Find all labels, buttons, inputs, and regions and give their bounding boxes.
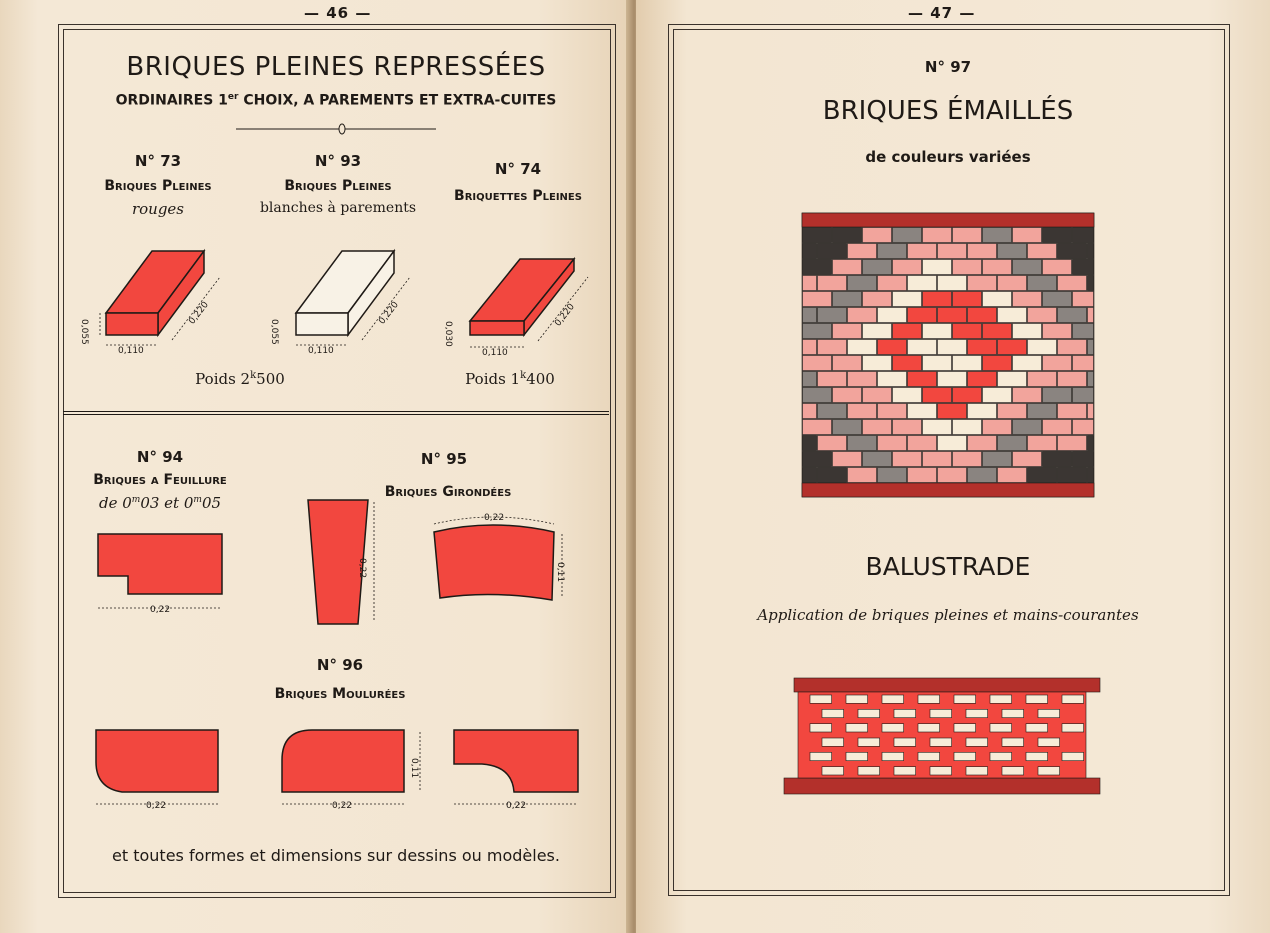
mosaic-brick (923, 452, 952, 467)
item-94-desc: de 0$^m$03 et 0$^m$05 (98, 494, 222, 512)
mosaic-brick (998, 404, 1027, 419)
mosaic-brick (818, 372, 847, 387)
mosaic-brick (1013, 356, 1042, 371)
mosaic-brick (1073, 420, 1094, 435)
right-title: BRIQUES ÉMAILLÉS (822, 96, 1074, 126)
balustrade-opening (966, 738, 988, 746)
mosaic-brick (818, 340, 847, 355)
mosaic-brick (998, 308, 1027, 323)
mosaic-brick (803, 452, 832, 467)
mosaic-brick (878, 436, 907, 451)
balustrade-base (784, 778, 1100, 794)
brick-95-dim-a: 0,22 (484, 513, 505, 523)
mosaic-brick (833, 388, 862, 403)
item-73-number: N° 73 (134, 152, 182, 170)
mosaic-brick (848, 372, 877, 387)
balustrade-opening (990, 752, 1012, 760)
mosaic-brick (1013, 324, 1042, 339)
right-subtitle: de couleurs variées (865, 148, 1031, 166)
mosaic-brick (953, 228, 982, 243)
item-73-name: Briques Pleines (104, 178, 212, 194)
mosaic-brick (833, 324, 862, 339)
mosaic-brick (833, 260, 862, 275)
brick-96c-drawing (452, 728, 592, 812)
mosaic-brick (848, 404, 877, 419)
balustrade-opening (990, 695, 1012, 703)
brick-74-dim-h: 0,030 (443, 321, 453, 347)
balustrade-opening (930, 767, 952, 775)
balustrade-opening (1026, 695, 1048, 703)
mosaic-brick (968, 244, 997, 259)
balustrade-opening (1038, 767, 1060, 775)
mosaic-brick (908, 404, 937, 419)
balustrade-opening (894, 738, 916, 746)
mosaic-brick (998, 436, 1027, 451)
balustrade-opening (810, 752, 832, 760)
mosaic-brick (1013, 420, 1042, 435)
mosaic-brick (1013, 292, 1042, 307)
mosaic-brick (983, 260, 1012, 275)
mosaic-brick (818, 468, 847, 483)
mosaic-brick (1028, 436, 1057, 451)
brick-73-dim-h: 0,055 (79, 319, 89, 345)
mosaic-brick (968, 308, 997, 323)
mosaic-brick (968, 276, 997, 291)
mosaic-brick (1058, 308, 1087, 323)
brick-96b-drawing (280, 728, 430, 812)
mosaic-brick (1028, 468, 1057, 483)
item-94-name: Briques a Feuillure (93, 472, 227, 488)
balustrade-wall (798, 692, 1086, 778)
mosaic-brick (1043, 228, 1072, 243)
item-93-number: N° 93 (314, 152, 362, 170)
mosaic-brick (893, 260, 922, 275)
mosaic-brick (878, 468, 907, 483)
mosaic-brick (803, 308, 817, 323)
mosaic-brick (893, 356, 922, 371)
mosaic-brick (908, 372, 937, 387)
mosaic-brick (878, 340, 907, 355)
section-divider (63, 411, 609, 415)
footer-note: et toutes formes et dimensions sur dessins ou modèles. (112, 846, 560, 865)
mosaic-brick (953, 260, 982, 275)
mosaic-brick (923, 388, 952, 403)
mosaic-brick (968, 436, 997, 451)
balustrade-opening (1002, 738, 1024, 746)
mosaic-brick (938, 244, 967, 259)
mosaic-brick (803, 436, 817, 451)
brick-73-drawing (79, 245, 232, 356)
item-94-number: N° 94 (136, 448, 184, 466)
mosaic-brick (893, 420, 922, 435)
mosaic-brick (1073, 228, 1094, 243)
mosaic-brick (803, 372, 817, 387)
mosaic-brick (1073, 388, 1094, 403)
mosaic-brick (848, 308, 877, 323)
brick-94-dim: 0,22 (150, 605, 171, 615)
mosaic-brick (908, 244, 937, 259)
balustrade-opening (1062, 695, 1084, 703)
mosaic-brick (1088, 404, 1094, 419)
page-number: — 47 — (908, 4, 976, 22)
mosaic-brick (1058, 340, 1087, 355)
page-title: BRIQUES PLEINES REPRESSÉES (126, 52, 546, 82)
mosaic-brick (923, 324, 952, 339)
balustrade-opening (822, 767, 844, 775)
balustrade-drawing (784, 674, 1108, 798)
balustrade-opening (918, 695, 940, 703)
mosaic-brick (893, 324, 922, 339)
balustrade-opening (846, 724, 868, 732)
mosaic-brick (818, 308, 847, 323)
brick-96c-dim: 0,22 (506, 801, 527, 811)
mosaic-brick (968, 404, 997, 419)
mosaic-brick (803, 404, 817, 419)
mosaic-brick (1088, 276, 1094, 291)
item-96-number: N° 96 (316, 656, 364, 674)
mosaic-brick (1043, 452, 1072, 467)
mosaic-brick (1013, 388, 1042, 403)
mosaic-brick (1058, 436, 1087, 451)
balustrade-opening (966, 709, 988, 717)
mosaic-brick (938, 308, 967, 323)
mosaic-brick (893, 292, 922, 307)
brick-95-dim-b: 0,22 (357, 558, 367, 579)
mosaic-brick (1013, 260, 1042, 275)
mosaic-brick (1058, 276, 1087, 291)
brick-95-wedge-drawing (304, 498, 384, 628)
mosaic-brick (878, 244, 907, 259)
mosaic-brick (1043, 260, 1072, 275)
mosaic-brick (803, 340, 817, 355)
balustrade-opening (1038, 738, 1060, 746)
mosaic-brick (998, 276, 1027, 291)
mosaic-brick (998, 340, 1027, 355)
mosaic-brick (998, 244, 1027, 259)
page-number: — 46 — (304, 4, 372, 22)
mosaic-brick (803, 228, 832, 243)
mosaic-brick (803, 468, 817, 483)
mosaic-brick (1043, 292, 1072, 307)
section-subtitle: Application de briques pleines et mains-courantes (757, 606, 1139, 624)
mosaic-brick (953, 356, 982, 371)
mosaic-brick (893, 452, 922, 467)
mosaic-brick (953, 452, 982, 467)
mosaic-brick (818, 404, 847, 419)
mosaic-brick (938, 404, 967, 419)
mosaic-brick (1058, 404, 1087, 419)
mosaic-brick (878, 372, 907, 387)
mosaic-brick (833, 356, 862, 371)
weight-2: Poids 1$^k$400 (465, 370, 555, 388)
page-subtitle: ORDINAIRES 1er CHOIX, A PAREMENTS ET EXTRA-CUITES (115, 92, 557, 109)
mosaic-brick (938, 436, 967, 451)
mosaic-brick (803, 324, 832, 339)
balustrade-opening (930, 709, 952, 717)
item-96-name: Briques Moulurées (274, 686, 406, 702)
balustrade-opening (954, 752, 976, 760)
balustrade-opening (882, 724, 904, 732)
balustrade-opening (990, 724, 1012, 732)
item-73-desc: rouges (131, 200, 185, 218)
mosaic-brick (878, 404, 907, 419)
mosaic-brick (863, 324, 892, 339)
item-93-desc: blanches à parements (259, 200, 417, 216)
mosaic-brick (848, 340, 877, 355)
item-97-number: N° 97 (924, 58, 972, 76)
mosaic-brick (923, 356, 952, 371)
balustrade-opening (1038, 709, 1060, 717)
mosaic-brick (983, 388, 1012, 403)
brick-95-arc-drawing (430, 510, 580, 610)
mosaic-brick (863, 292, 892, 307)
item-93-name: Briques Pleines (284, 178, 392, 194)
mosaic-brick (803, 388, 832, 403)
brick-93-dim-l: 0,220 (377, 300, 401, 327)
mosaic-brick (968, 372, 997, 387)
mosaic-brick (848, 468, 877, 483)
mosaic-brick (893, 228, 922, 243)
mosaic-brick (1088, 468, 1094, 483)
brick-93-dim-w: 0,110 (308, 346, 334, 356)
mosaic-brick (938, 372, 967, 387)
mosaic-brick (1088, 308, 1094, 323)
balustrade-opening (954, 724, 976, 732)
mosaic-brick (833, 228, 862, 243)
mosaic-brick (1058, 468, 1087, 483)
mosaic-brick (998, 468, 1027, 483)
mosaic-brick (908, 340, 937, 355)
brick-96a-drawing (94, 728, 224, 812)
mosaic-brick (983, 228, 1012, 243)
section-title: BALUSTRADE (865, 552, 1031, 581)
mosaic-brick (983, 292, 1012, 307)
balustrade-opening (1002, 767, 1024, 775)
mosaic-brick (1073, 260, 1094, 275)
mosaic-brick (938, 276, 967, 291)
mosaic-brick (953, 420, 982, 435)
mosaic-brick (953, 292, 982, 307)
balustrade-opening (954, 695, 976, 703)
left-page (0, 0, 632, 933)
mosaic-brick (968, 340, 997, 355)
mosaic-brick (1013, 452, 1042, 467)
mosaic-brick (848, 276, 877, 291)
mosaic-brick (938, 468, 967, 483)
mosaic-brick (803, 356, 832, 371)
balustrade-opening (822, 709, 844, 717)
brick-93-drawing (269, 245, 422, 356)
item-95-number: N° 95 (420, 450, 468, 468)
brick-96a-dim: 0,22 (146, 801, 167, 811)
mosaic-brick (1028, 244, 1057, 259)
mosaic-brick (983, 452, 1012, 467)
mosaic-brick (878, 276, 907, 291)
balustrade-opening (1026, 752, 1048, 760)
balustrade-opening (1062, 752, 1084, 760)
mosaic-brick (1043, 356, 1072, 371)
mosaic-brick (833, 292, 862, 307)
mosaic-brick (983, 324, 1012, 339)
brick-94-drawing (96, 532, 226, 616)
balustrade-opening (882, 752, 904, 760)
balustrade-opening (1002, 709, 1024, 717)
balustrade-opening (858, 738, 880, 746)
balustrade-opening (1026, 724, 1048, 732)
mosaic-brick (923, 228, 952, 243)
brick-96b-height: 0,11 (409, 758, 419, 779)
mosaic-brick (863, 452, 892, 467)
mosaic-brick (1043, 324, 1072, 339)
mosaic-brick (1073, 452, 1094, 467)
mosaic-brick (878, 308, 907, 323)
mosaic-brick (848, 436, 877, 451)
mosaic-brick (923, 292, 952, 307)
item-74-name: Briquettes Pleines (454, 188, 582, 204)
mosaic-brick (1028, 404, 1057, 419)
mosaic-brick (818, 436, 847, 451)
mosaic-brick (1073, 356, 1094, 371)
item-95-name: Briques Girondées (384, 484, 512, 500)
mosaic-brick (1043, 388, 1072, 403)
mosaic-brick (953, 388, 982, 403)
brick-95-dim-c: 0,11 (555, 562, 565, 583)
mosaic-brick (983, 420, 1012, 435)
mosaic-brick (908, 468, 937, 483)
mosaic-top-band (802, 213, 1094, 227)
balustrade-opening (822, 738, 844, 746)
brick-96b-dim: 0,22 (332, 801, 353, 811)
brick-73-dim-l: 0,220 (187, 300, 211, 327)
balustrade-handrail (794, 678, 1100, 692)
mosaic-brick (938, 340, 967, 355)
brick-74-dim-l: 0,220 (553, 302, 577, 329)
right-page (636, 0, 1270, 933)
balustrade-opening (810, 695, 832, 703)
mosaic-brick (863, 228, 892, 243)
item-74-number: N° 74 (494, 160, 542, 178)
mosaic-brick (1088, 244, 1094, 259)
mosaic-brick (908, 436, 937, 451)
mosaic-brick (1028, 276, 1057, 291)
mosaic-brick (803, 244, 817, 259)
mosaic-brick (803, 260, 832, 275)
brick-74-dim-w: 0,110 (482, 348, 508, 358)
balustrade-opening (918, 724, 940, 732)
mosaic-brick (1028, 340, 1057, 355)
mosaic-brick (803, 420, 832, 435)
brick-73-dim-w: 0,110 (118, 346, 144, 356)
balustrade-opening (894, 709, 916, 717)
mosaic-brick (803, 292, 832, 307)
balustrade-opening (810, 724, 832, 732)
mosaic-brick (1028, 372, 1057, 387)
mosaic-brick (923, 260, 952, 275)
mosaic-bottom-band (802, 483, 1094, 497)
mosaic-brick (1073, 324, 1094, 339)
mosaic-brick (998, 372, 1027, 387)
mosaic-brick (953, 324, 982, 339)
mosaic-brick (1088, 372, 1094, 387)
mosaic-brick (893, 388, 922, 403)
balustrade-opening (930, 738, 952, 746)
mosaic-brick (968, 468, 997, 483)
mosaic-brick (818, 276, 847, 291)
mosaic-brick (1043, 420, 1072, 435)
mosaic-brick (818, 244, 847, 259)
mosaic-brick (863, 260, 892, 275)
mosaic-brick (863, 420, 892, 435)
balustrade-opening (1062, 724, 1084, 732)
balustrade-opening (858, 767, 880, 775)
mosaic-brick (1073, 292, 1094, 307)
mosaic-brick (1013, 228, 1042, 243)
mosaic-brick (1088, 340, 1094, 355)
balustrade-opening (918, 752, 940, 760)
mosaic-brick (908, 276, 937, 291)
mosaic-brick (983, 356, 1012, 371)
mosaic-brick (908, 308, 937, 323)
mosaic-brick (863, 388, 892, 403)
weight-1: Poids 2$^k$500 (195, 370, 285, 388)
balustrade-opening (846, 695, 868, 703)
mosaic-brick (803, 276, 817, 291)
ornament-divider (236, 120, 436, 136)
brick-93-dim-h: 0,055 (269, 319, 279, 345)
enamel-mosaic-drawing (802, 213, 1094, 497)
mosaic-brick (833, 452, 862, 467)
mosaic-brick (848, 244, 877, 259)
balustrade-opening (858, 709, 880, 717)
mosaic-brick (1028, 308, 1057, 323)
mosaic-brick (1088, 436, 1094, 451)
mosaic-brick (1058, 244, 1087, 259)
brick-74-drawing (443, 255, 596, 358)
mosaic-brick (833, 420, 862, 435)
balustrade-opening (966, 767, 988, 775)
mosaic-brick (1058, 372, 1087, 387)
balustrade-opening (894, 767, 916, 775)
balustrade-opening (846, 752, 868, 760)
mosaic-brick (863, 356, 892, 371)
balustrade-opening (882, 695, 904, 703)
mosaic-brick (923, 420, 952, 435)
